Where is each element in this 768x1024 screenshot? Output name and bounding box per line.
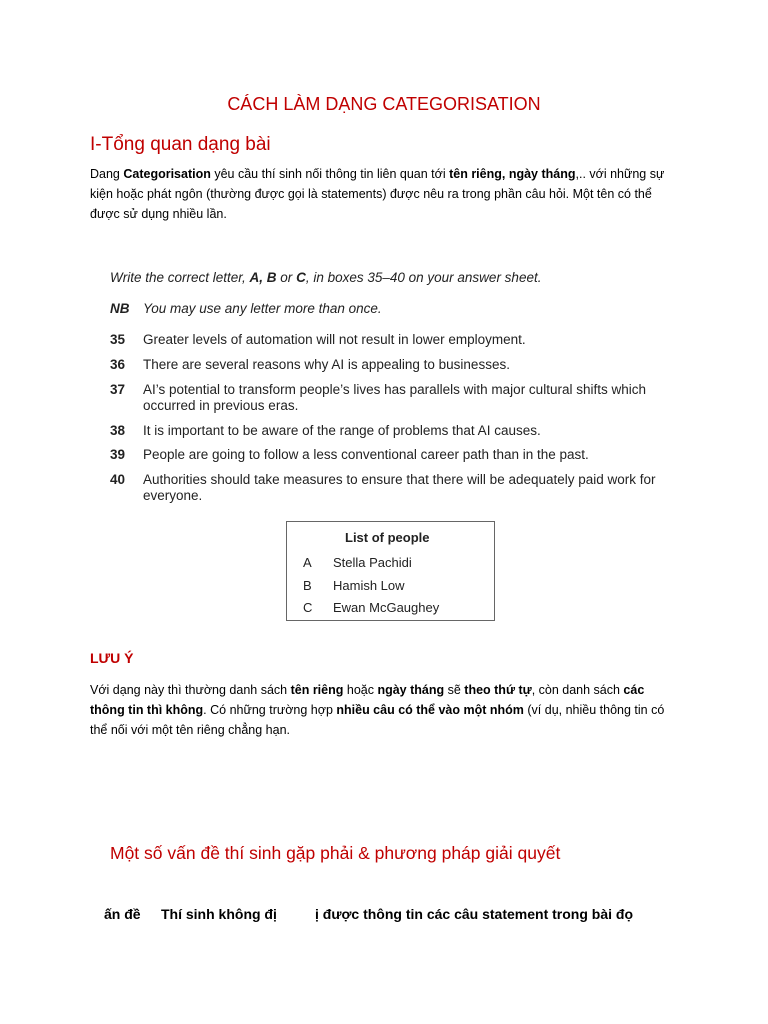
nb-text: You may use any letter more than once.: [143, 301, 382, 316]
note-text: sẽ: [444, 683, 465, 697]
instruction-letter-c: C: [296, 270, 306, 285]
page-title: CÁCH LÀM DẠNG CATEGORISATION: [227, 94, 541, 114]
subheading-part: Thí sinh không đị: [161, 906, 277, 922]
list-of-people-box: [286, 521, 495, 621]
question-text: Authorities should take measures to ensure that there will be adequately paid work for everyone.: [143, 472, 656, 503]
note-bold: tên riêng: [290, 683, 344, 697]
question-number: 39: [110, 447, 126, 462]
intro-text: Dang: [90, 167, 124, 181]
subheading-part: ị được thông tin các câu statement trong bài đọ: [315, 906, 634, 922]
subheading-part: ấn đề: [104, 906, 141, 922]
question-number: 40: [110, 472, 126, 487]
question-number: 38: [110, 423, 126, 438]
intro-text: yêu cầu thí sinh nối thông tin liên quan tới: [210, 167, 450, 181]
note-bold: các thông tin thì không: [90, 683, 645, 717]
person-letter: B: [303, 578, 312, 593]
question-text: It is important to be aware of the range of problems that AI causes.: [143, 423, 541, 438]
person-letter: A: [303, 555, 312, 570]
intro-bold: Categorisation: [123, 167, 211, 181]
person-name: Stella Pachidi: [333, 555, 412, 570]
question-number: 36: [110, 357, 126, 372]
question-text: People are going to follow a less conventional career path than in the past.: [143, 447, 589, 462]
note-bold: ngày tháng: [377, 683, 445, 697]
question-number: 35: [110, 332, 126, 347]
nb-label: NB: [110, 301, 130, 316]
note-bold: nhiều câu có thể vào một nhóm: [336, 703, 524, 717]
person-name: Hamish Low: [333, 578, 405, 593]
section-heading-problems: Một số vấn đề thí sinh gặp phải & phương pháp giải quyết: [110, 843, 561, 863]
note-text: hoặc: [343, 683, 378, 697]
person-letter: C: [303, 600, 313, 615]
person-name: Ewan McGaughey: [333, 600, 440, 615]
intro-bold: tên riêng, ngày tháng: [449, 167, 576, 181]
question-number: 37: [110, 382, 126, 397]
section-heading-overview: I-Tổng quan dạng bài: [90, 134, 271, 155]
instruction-text: or: [276, 270, 297, 285]
note-text: . Có những trường hợp: [203, 703, 337, 717]
intro-paragraph: [90, 164, 680, 224]
question-text: AI’s potential to transform people’s lives has parallels with major cultural shifts which occurred in previous eras.: [143, 382, 646, 413]
instruction-letters: A, B: [249, 270, 277, 285]
note-text: , còn danh sách: [531, 683, 624, 697]
list-heading: List of people: [345, 530, 430, 545]
note-text: (ví dụ, nhiều thông tin có thể nối với một tên riêng chẳng hạn.: [90, 703, 665, 737]
question-text: Greater levels of automation will not result in lower employment.: [143, 332, 526, 347]
note-heading: LƯU Ý: [90, 650, 134, 666]
note-text: Với dạng này thì thường danh sách: [90, 683, 291, 697]
question-text: There are several reasons why AI is appealing to businesses.: [143, 357, 510, 372]
exam-instruction: [110, 270, 541, 285]
intro-text: ,.. với những sự kiện hoặc phát ngôn (thường được gọi là statements) được nêu ra trong phần câu hỏi. Một tên có thể được sử dụng nhiều lần.: [90, 167, 665, 221]
instruction-text: Write the correct letter,: [110, 270, 250, 285]
instruction-text: , in boxes 35–40 on your answer sheet.: [305, 270, 542, 285]
note-bold: theo thứ tự: [464, 683, 532, 697]
note-paragraph: [90, 680, 680, 740]
